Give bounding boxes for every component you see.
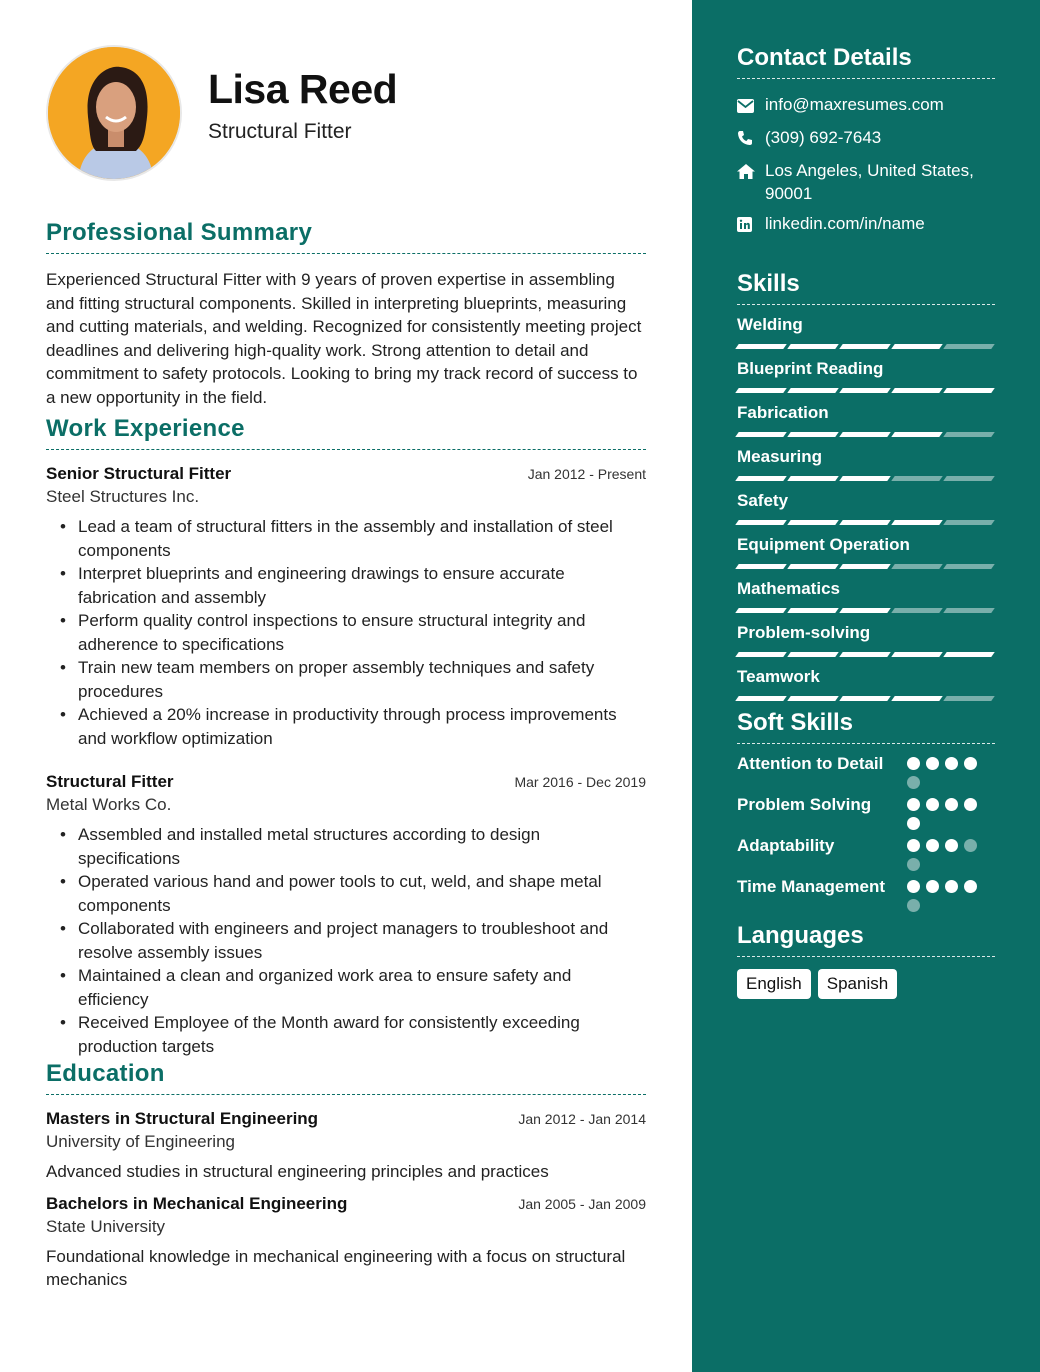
- soft-skill-item: [737, 834, 995, 871]
- skill-level-segment: [839, 432, 891, 437]
- soft-skill-name: Problem Solving: [737, 795, 872, 814]
- soft-skill-level-dot: [964, 757, 977, 770]
- skill-name: Blueprint Reading: [737, 359, 884, 378]
- skill-item: [737, 491, 995, 525]
- skill-level-bars: [737, 520, 995, 525]
- skill-level-bars: [737, 432, 995, 437]
- skill-name: Measuring: [737, 447, 823, 466]
- skill-level-segment: [943, 432, 995, 437]
- envelope-icon: [737, 93, 765, 119]
- sidebar: [692, 0, 1040, 1372]
- languages-list: [737, 969, 995, 999]
- education-header: [46, 1194, 646, 1214]
- skill-level-segment: [943, 476, 995, 481]
- skill-level-segment: [839, 608, 891, 613]
- soft-skill-level-dots: [907, 834, 987, 871]
- job-bullet: • Collaborated with engineers and project managers to troubleshoot and resolve assembly issues: [60, 917, 646, 964]
- education-degree: Bachelors in Mechanical Engineering: [46, 1193, 348, 1213]
- profile-photo: [46, 45, 182, 181]
- education-entry: [46, 1194, 646, 1292]
- education-description: Foundational knowledge in mechanical engineering with a focus on structural mechanics: [46, 1246, 626, 1289]
- resume-header: [46, 0, 646, 205]
- skill-name: Teamwork: [737, 667, 820, 686]
- skill-level-bars: [737, 476, 995, 481]
- skill-item: [737, 403, 995, 437]
- job-company: Metal Works Co.: [46, 795, 172, 814]
- skill-level-segment: [787, 696, 839, 701]
- job-entry: [46, 772, 646, 1058]
- soft-skill-level-dot: [964, 880, 977, 893]
- job-bullet: • Assembled and installed metal structures according to design specifications: [60, 823, 646, 870]
- skill-level-segment: [735, 344, 787, 349]
- soft-skill-level-dots: [907, 752, 987, 789]
- skill-level-segment: [735, 564, 787, 569]
- skill-item: [737, 359, 995, 393]
- education-list: [46, 1109, 646, 1292]
- phone-icon: [737, 126, 765, 152]
- skill-level-bars: [737, 564, 995, 569]
- soft-skill-level-dot: [907, 899, 920, 912]
- skill-level-segment: [735, 652, 787, 657]
- skill-level-segment: [943, 520, 995, 525]
- skill-level-segment: [839, 520, 891, 525]
- skill-level-segment: [787, 520, 839, 525]
- soft-skill-level-dots: [907, 793, 987, 830]
- person-portrait-icon: [48, 47, 182, 181]
- contact-address-text: Los Angeles, United States, 90001: [765, 161, 974, 203]
- job-dates: Mar 2016 - Dec 2019: [514, 774, 646, 790]
- skill-name: Safety: [737, 491, 789, 510]
- contact-email[interactable]: [737, 93, 995, 119]
- skill-level-segment: [839, 344, 891, 349]
- contact-linkedin[interactable]: [737, 212, 995, 238]
- soft-skill-level-dot: [926, 798, 939, 811]
- skill-item: [737, 447, 995, 481]
- job-company: Steel Structures Inc.: [46, 487, 200, 506]
- education-school: State University: [46, 1216, 166, 1236]
- skill-level-bars: [737, 388, 995, 393]
- skill-level-segment: [787, 652, 839, 657]
- soft-skill-name: Attention to Detail: [737, 754, 884, 773]
- contact-phone[interactable]: [737, 126, 995, 152]
- skill-level-segment: [735, 608, 787, 613]
- contact-linkedin-text: linkedin.com/in/name: [765, 214, 925, 233]
- job-bullet: • Received Employee of the Month award for consistently exceeding production targets: [60, 1011, 646, 1058]
- soft-skill-level-dot: [907, 817, 920, 830]
- education-header: [46, 1109, 646, 1129]
- skill-level-segment: [839, 652, 891, 657]
- language-badge: English: [737, 969, 811, 999]
- soft-skill-item: [737, 793, 995, 830]
- soft-skill-level-dots: [907, 875, 987, 912]
- experience-section: [46, 415, 646, 1058]
- skill-name: Mathematics: [737, 579, 840, 598]
- soft-skills-title: Soft Skills: [737, 709, 995, 744]
- skill-item: [737, 667, 995, 701]
- skill-level-segment: [839, 388, 891, 393]
- contact-phone-text: (309) 692-7643: [765, 128, 882, 147]
- soft-skill-level-dot: [964, 798, 977, 811]
- soft-skill-level-dot: [926, 757, 939, 770]
- job-bullet: • Maintained a clean and organized work area to ensure safety and efficiency: [60, 964, 646, 1011]
- soft-skill-level-dot: [907, 839, 920, 852]
- skill-level-bars: [737, 344, 995, 349]
- soft-skill-level-dot: [926, 880, 939, 893]
- skill-level-segment: [787, 344, 839, 349]
- education-description: Advanced studies in structural engineering principles and practices: [46, 1162, 549, 1181]
- job-bullet: • Perform quality control inspections to ensure structural integrity and adherence to specifications: [60, 609, 646, 656]
- skill-level-segment: [891, 652, 943, 657]
- contact-list: [737, 93, 995, 238]
- job-title: Structural Fitter: [46, 772, 174, 791]
- job-bullet: • Interpret blueprints and engineering drawings to ensure accurate fabrication and assembly: [60, 562, 646, 609]
- skill-level-segment: [943, 344, 995, 349]
- job-dates: Jan 2012 - Present: [527, 466, 646, 482]
- skill-level-segment: [891, 388, 943, 393]
- skill-level-bars: [737, 696, 995, 701]
- education-dates: Jan 2012 - Jan 2014: [518, 1111, 646, 1127]
- experience-title: Work Experience: [46, 415, 646, 450]
- soft-skill-level-dot: [907, 798, 920, 811]
- skill-level-segment: [735, 696, 787, 701]
- language-badge: Spanish: [818, 969, 897, 999]
- soft-skill-level-dot: [907, 880, 920, 893]
- job-bullets: [46, 515, 646, 750]
- skill-level-bars: [737, 652, 995, 657]
- skill-level-segment: [943, 652, 995, 657]
- summary-title: Professional Summary: [46, 219, 646, 254]
- soft-skill-level-dot: [907, 757, 920, 770]
- skill-item: [737, 535, 995, 569]
- skill-level-segment: [891, 432, 943, 437]
- skill-level-segment: [787, 608, 839, 613]
- job-bullets: [46, 823, 646, 1058]
- skill-level-segment: [943, 388, 995, 393]
- skill-level-segment: [891, 696, 943, 701]
- skill-name: Equipment Operation: [737, 535, 910, 554]
- summary-text: Experienced Structural Fitter with 9 years of proven expertise in assembling and fitting structural components. Skilled in interpreting blueprints, measuring and cutting materials, and welding. Recognized for consistently meeting project deadlines and delivering high-quality work. Strong attention to detail and commitment to safety protocols. Looking to bring my track record of success to a new opportunity in the field.: [46, 270, 642, 407]
- skill-level-segment: [735, 476, 787, 481]
- soft-skill-level-dot: [945, 798, 958, 811]
- skill-level-segment: [839, 476, 891, 481]
- skills-title: Skills: [737, 270, 995, 305]
- education-title: Education: [46, 1060, 646, 1095]
- skill-level-segment: [839, 564, 891, 569]
- home-icon: [737, 159, 765, 185]
- skill-name: Problem-solving: [737, 623, 871, 642]
- skill-level-segment: [943, 696, 995, 701]
- skill-level-segment: [891, 476, 943, 481]
- job-bullet: • Operated various hand and power tools to cut, weld, and shape metal components: [60, 870, 646, 917]
- skill-level-bars: [737, 608, 995, 613]
- soft-skill-name: Adaptability: [737, 836, 835, 855]
- skill-level-segment: [787, 564, 839, 569]
- skill-level-segment: [735, 432, 787, 437]
- skill-item: [737, 579, 995, 613]
- skill-level-segment: [943, 564, 995, 569]
- soft-skill-level-dot: [926, 839, 939, 852]
- soft-skills-list: [737, 752, 995, 912]
- contact-address: [737, 159, 995, 205]
- skill-level-segment: [839, 696, 891, 701]
- education-dates: Jan 2005 - Jan 2009: [518, 1195, 646, 1212]
- soft-skill-level-dot: [945, 757, 958, 770]
- job-header: [46, 464, 646, 484]
- skill-level-segment: [787, 476, 839, 481]
- education-section: [46, 1060, 646, 1292]
- linkedin-icon: [737, 212, 765, 238]
- skill-level-segment: [943, 608, 995, 613]
- job-entry: [46, 464, 646, 750]
- languages-title: Languages: [737, 922, 995, 957]
- job-title: Senior Structural Fitter: [46, 464, 232, 483]
- education-entry: [46, 1109, 646, 1184]
- soft-skill-level-dot: [945, 839, 958, 852]
- job-list: [46, 464, 646, 1058]
- contact-title: Contact Details: [737, 44, 995, 79]
- soft-skill-item: [737, 875, 995, 912]
- job-bullet: • Lead a team of structural fitters in the assembly and installation of steel components: [60, 515, 646, 562]
- skill-level-segment: [787, 388, 839, 393]
- candidate-role: Structural Fitter: [208, 120, 352, 143]
- skill-level-segment: [891, 344, 943, 349]
- skill-level-segment: [891, 564, 943, 569]
- candidate-name: Lisa Reed: [208, 66, 398, 112]
- skill-level-segment: [735, 520, 787, 525]
- education-degree: Masters in Structural Engineering: [46, 1109, 319, 1128]
- soft-skill-level-dot: [907, 776, 920, 789]
- soft-skill-level-dot: [945, 880, 958, 893]
- skill-item: [737, 315, 995, 349]
- contact-email-text: info@maxresumes.com: [765, 95, 944, 114]
- soft-skill-level-dot: [907, 858, 920, 871]
- skill-item: [737, 623, 995, 657]
- skill-level-segment: [891, 520, 943, 525]
- soft-skill-name: Time Management: [737, 877, 886, 896]
- soft-skill-level-dot: [964, 839, 977, 852]
- skills-list: [737, 315, 995, 701]
- job-header: [46, 772, 646, 792]
- soft-skill-item: [737, 752, 995, 789]
- job-bullet: • Train new team members on proper assembly techniques and safety procedures: [60, 656, 646, 703]
- skill-name: Fabrication: [737, 403, 829, 422]
- education-school: University of Engineering: [46, 1132, 235, 1151]
- summary-section: [46, 219, 646, 409]
- skill-level-segment: [891, 608, 943, 613]
- skill-level-segment: [735, 388, 787, 393]
- skill-level-segment: [787, 432, 839, 437]
- job-bullet: • Achieved a 20% increase in productivity through process improvements and workflow optimization: [60, 703, 646, 750]
- skill-name: Welding: [737, 315, 803, 334]
